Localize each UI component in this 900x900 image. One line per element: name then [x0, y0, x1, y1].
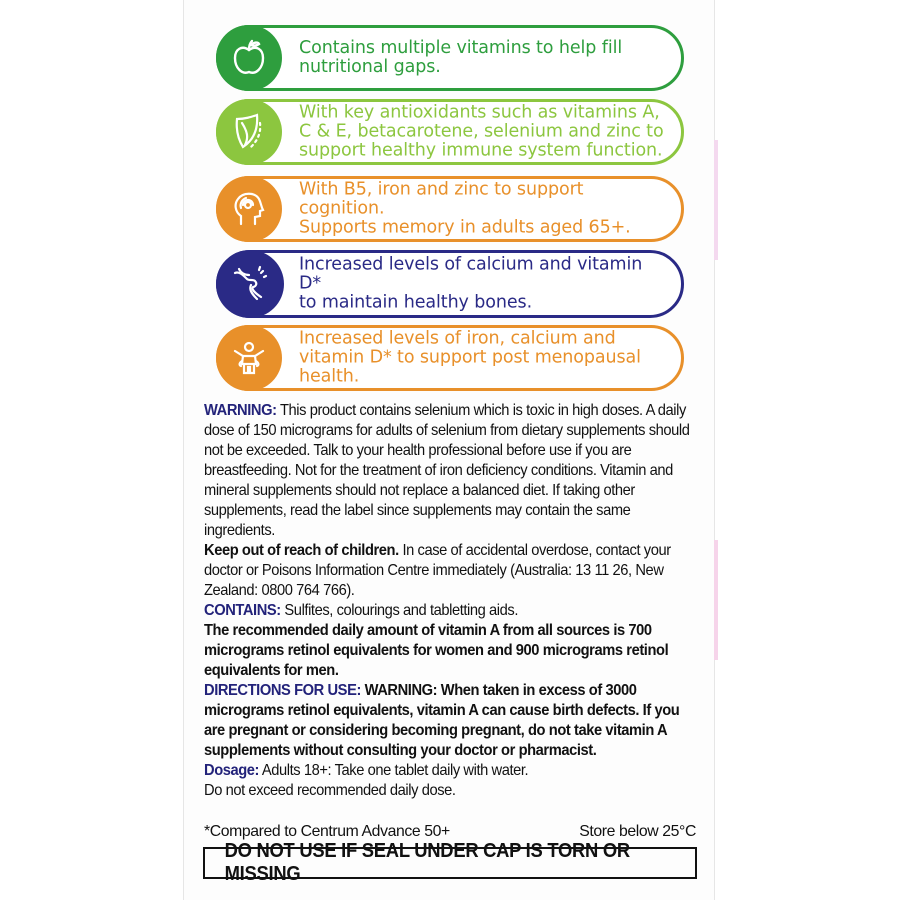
shield-leaf-icon — [231, 113, 267, 151]
warning-text: This product contains selenium which is toxic in high doses. A daily dose of 150 micrograms for adults of selenium from dietary supplements should not be exceeded. Talk to your health professional before use if you are breastfeeding. Not for the treatment of iron deficiency conditions. Vitamin and mineral supplements should not replace a balanced diet. If taking other supplements, read the label since supplements may contain the same ingredients. — [204, 402, 690, 539]
directions-text: WARNING: When taken in excess of 3000 micrograms retinol equivalents, vitamin A can cause birth defects. If you are pregnant or considering becoming pregnant, do not take vitamin A supplements without consulting your doctor or pharmacist. — [204, 682, 680, 759]
directions-label: DIRECTIONS FOR USE: — [204, 682, 361, 699]
contains-paragraph — [204, 601, 697, 621]
seal-warning-box — [203, 840, 697, 885]
dosage-paragraph — [204, 761, 697, 781]
feature-bones — [216, 250, 684, 318]
panel-edge-accent — [714, 540, 718, 660]
feature-multivitamin — [216, 25, 684, 91]
feature-antioxidants — [216, 99, 684, 165]
feature-text: Contains multiple vitamins to help fill nutritional gaps. — [299, 38, 623, 77]
warning-paragraph — [204, 401, 697, 541]
feature-icon-circle — [216, 325, 282, 391]
seal-warning-text: DO NOT USE IF SEAL UNDER CAP IS TORN OR MISSING — [224, 840, 630, 885]
footnote-row — [204, 822, 696, 842]
head-brain-icon — [231, 190, 267, 228]
feature-text: With key antioxidants such as vitamins A, C & E, betacarotene, selenium and zinc to support healthy immune system function. — [299, 102, 664, 161]
apple-icon — [232, 39, 266, 77]
directions-paragraph — [204, 681, 697, 761]
dosage-limit: Do not exceed recommended daily dose. — [204, 782, 456, 799]
feature-cognition — [216, 176, 684, 242]
feature-icon-circle — [216, 99, 282, 165]
dosage-label: Dosage: — [204, 762, 260, 779]
joint-bone-icon — [231, 265, 269, 303]
woman-figure-icon — [231, 339, 267, 377]
keep-out-label: Keep out of reach of children. — [204, 542, 399, 559]
dosage-text: Adults 18+: Take one tablet daily with water. — [259, 762, 529, 779]
feature-icon-circle — [216, 250, 284, 318]
contains-text: Sulfites, colourings and tabletting aids. — [280, 602, 518, 619]
label-body-text — [204, 401, 697, 801]
feature-text: Increased levels of iron, calcium and vitamin D* to support post menopausal health. — [299, 328, 641, 387]
feature-text: Increased levels of calcium and vitamin D* to maintain healthy bones. — [299, 254, 643, 313]
feature-menopausal — [216, 325, 684, 391]
warning-label: WARNING: — [204, 402, 277, 419]
feature-text: With B5, iron and zinc to support cognition. Supports memory in adults aged 65+. — [299, 179, 631, 238]
vitamin-a-note: The recommended daily amount of vitamin A from all sources is 700 micrograms retinol equivalents for women and 900 micrograms retinol equivalents for men. — [204, 622, 669, 679]
feature-icon-circle — [216, 176, 282, 242]
storage-note: Store below 25°C — [579, 823, 696, 840]
contains-label: CONTAINS: — [204, 602, 281, 619]
panel-edge-accent — [714, 140, 718, 260]
keep-out-text: In case of accidental overdose, contact your doctor or Poisons Information Centre immediately (Australia: 13 11 26, New Zealand: 0800 764 766). — [204, 542, 671, 599]
keep-out-paragraph — [204, 541, 697, 601]
footnote: *Compared to Centrum Advance 50+ — [204, 823, 450, 840]
feature-icon-circle — [216, 25, 282, 91]
